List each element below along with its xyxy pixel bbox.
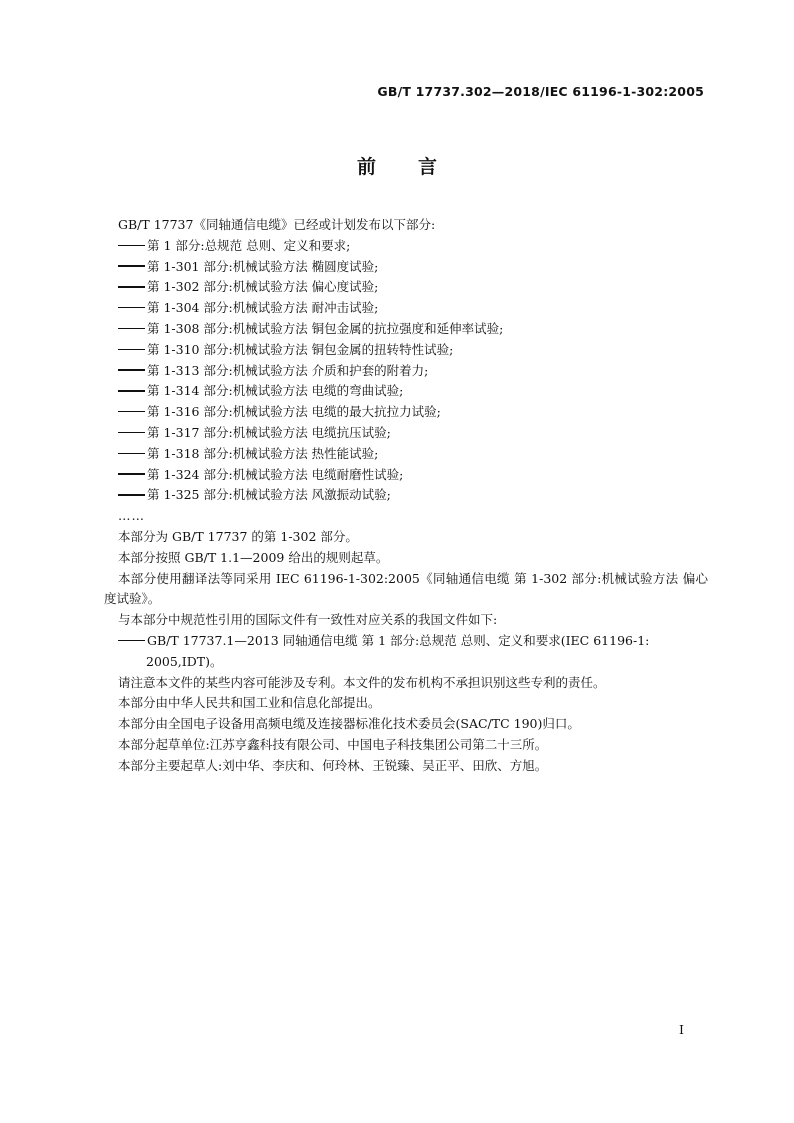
em-dash-mark <box>118 286 145 287</box>
list-item: 第 1-304 部分:机械试验方法 耐冲击试验; <box>104 298 708 319</box>
drafting-organizations-paragraph: 本部分起草单位:江苏亨鑫科技有限公司、中国电子科技集团公司第二十三所。 <box>118 736 548 752</box>
em-dash-mark <box>118 265 145 266</box>
list-item: 第 1-314 部分:机械试验方法 电缆的弯曲试验; <box>104 381 708 402</box>
em-dash-mark <box>118 328 145 329</box>
page-title: 前言 <box>356 156 479 178</box>
list-item: 第 1-301 部分:机械试验方法 椭圆度试验; <box>104 257 708 278</box>
foreword-body <box>104 215 708 777</box>
em-dash-mark <box>118 432 145 433</box>
normative-reference-item <box>104 631 708 673</box>
em-dash-mark <box>118 640 145 641</box>
page-number: I <box>679 1022 684 1037</box>
list-item: 第 1-310 部分:机械试验方法 铜包金属的扭转特性试验; <box>104 340 708 361</box>
list-item: 第 1-316 部分:机械试验方法 电缆的最大抗拉力试验; <box>104 402 708 423</box>
list-ellipsis: …… <box>118 508 145 524</box>
intro-paragraph: GB/T 17737《同轴通信电缆》已经或计划发布以下部分: <box>118 217 436 232</box>
patent-notice-paragraph: 请注意本文件的某些内容可能涉及专利。本文件的发布机构不承担识别这些专利的责任。 <box>118 674 606 690</box>
em-dash-mark <box>118 245 145 246</box>
part-scope-paragraph: 本部分为 GB/T 17737 的第 1-302 部分。 <box>118 528 358 544</box>
em-dash-mark <box>118 349 145 350</box>
list-item: 第 1 部分:总规范 总则、定义和要求; <box>104 236 708 257</box>
em-dash-mark <box>118 369 145 370</box>
proposer-paragraph: 本部分由中华人民共和国工业和信息化部提出。 <box>118 695 381 711</box>
list-item: 第 1-325 部分:机械试验方法 风激振动试验; <box>104 485 708 506</box>
list-item: 第 1-313 部分:机械试验方法 介质和护套的附着力; <box>104 361 708 382</box>
list-item: 第 1-317 部分:机械试验方法 电缆抗压试验; <box>104 423 708 444</box>
technical-committee-paragraph: 本部分由全国电子设备用高频电缆及连接器标准化技术委员会(SAC/TC 190)归口。 <box>118 716 580 732</box>
adoption-paragraph: 本部分使用翻译法等同采用 IEC 61196-1-302:2005《同轴通信电缆 第 1-302 部分:机械试验方法 偏心度试验》。 <box>104 570 708 607</box>
drafting-rules-paragraph: 本部分按照 GB/T 1.1—2009 给出的规则起草。 <box>118 549 389 565</box>
em-dash-mark <box>118 494 145 495</box>
reference-line-1: GB/T 17737.1—2013 同轴通信电缆 第 1 部分:总规范 总则、定义和要求(IEC 61196-1: <box>147 632 650 648</box>
list-item: 第 1-302 部分:机械试验方法 偏心度试验; <box>104 277 708 298</box>
em-dash-mark <box>118 453 145 454</box>
em-dash-mark <box>118 411 145 412</box>
list-item: 第 1-308 部分:机械试验方法 铜包金属的抗拉强度和延伸率试验; <box>104 319 708 340</box>
reference-line-2: 2005,IDT)。 <box>146 653 223 669</box>
document-header-standard-id: GB/T 17737.302—2018/IEC 61196-1-302:2005 <box>377 84 704 99</box>
em-dash-mark <box>118 473 145 474</box>
parts-list <box>104 236 708 527</box>
normative-reference-intro: 与本部分中规范性引用的国际文件有一致性对应关系的我国文件如下: <box>118 612 498 628</box>
list-item: 第 1-318 部分:机械试验方法 热性能试验; <box>104 444 708 465</box>
drafters-paragraph: 本部分主要起草人:刘中华、李庆和、何玲林、王锐臻、吴正平、田欣、方旭。 <box>118 757 548 773</box>
em-dash-mark <box>118 390 145 391</box>
list-item: 第 1-324 部分:机械试验方法 电缆耐磨性试验; <box>104 465 708 486</box>
em-dash-mark <box>118 307 145 308</box>
